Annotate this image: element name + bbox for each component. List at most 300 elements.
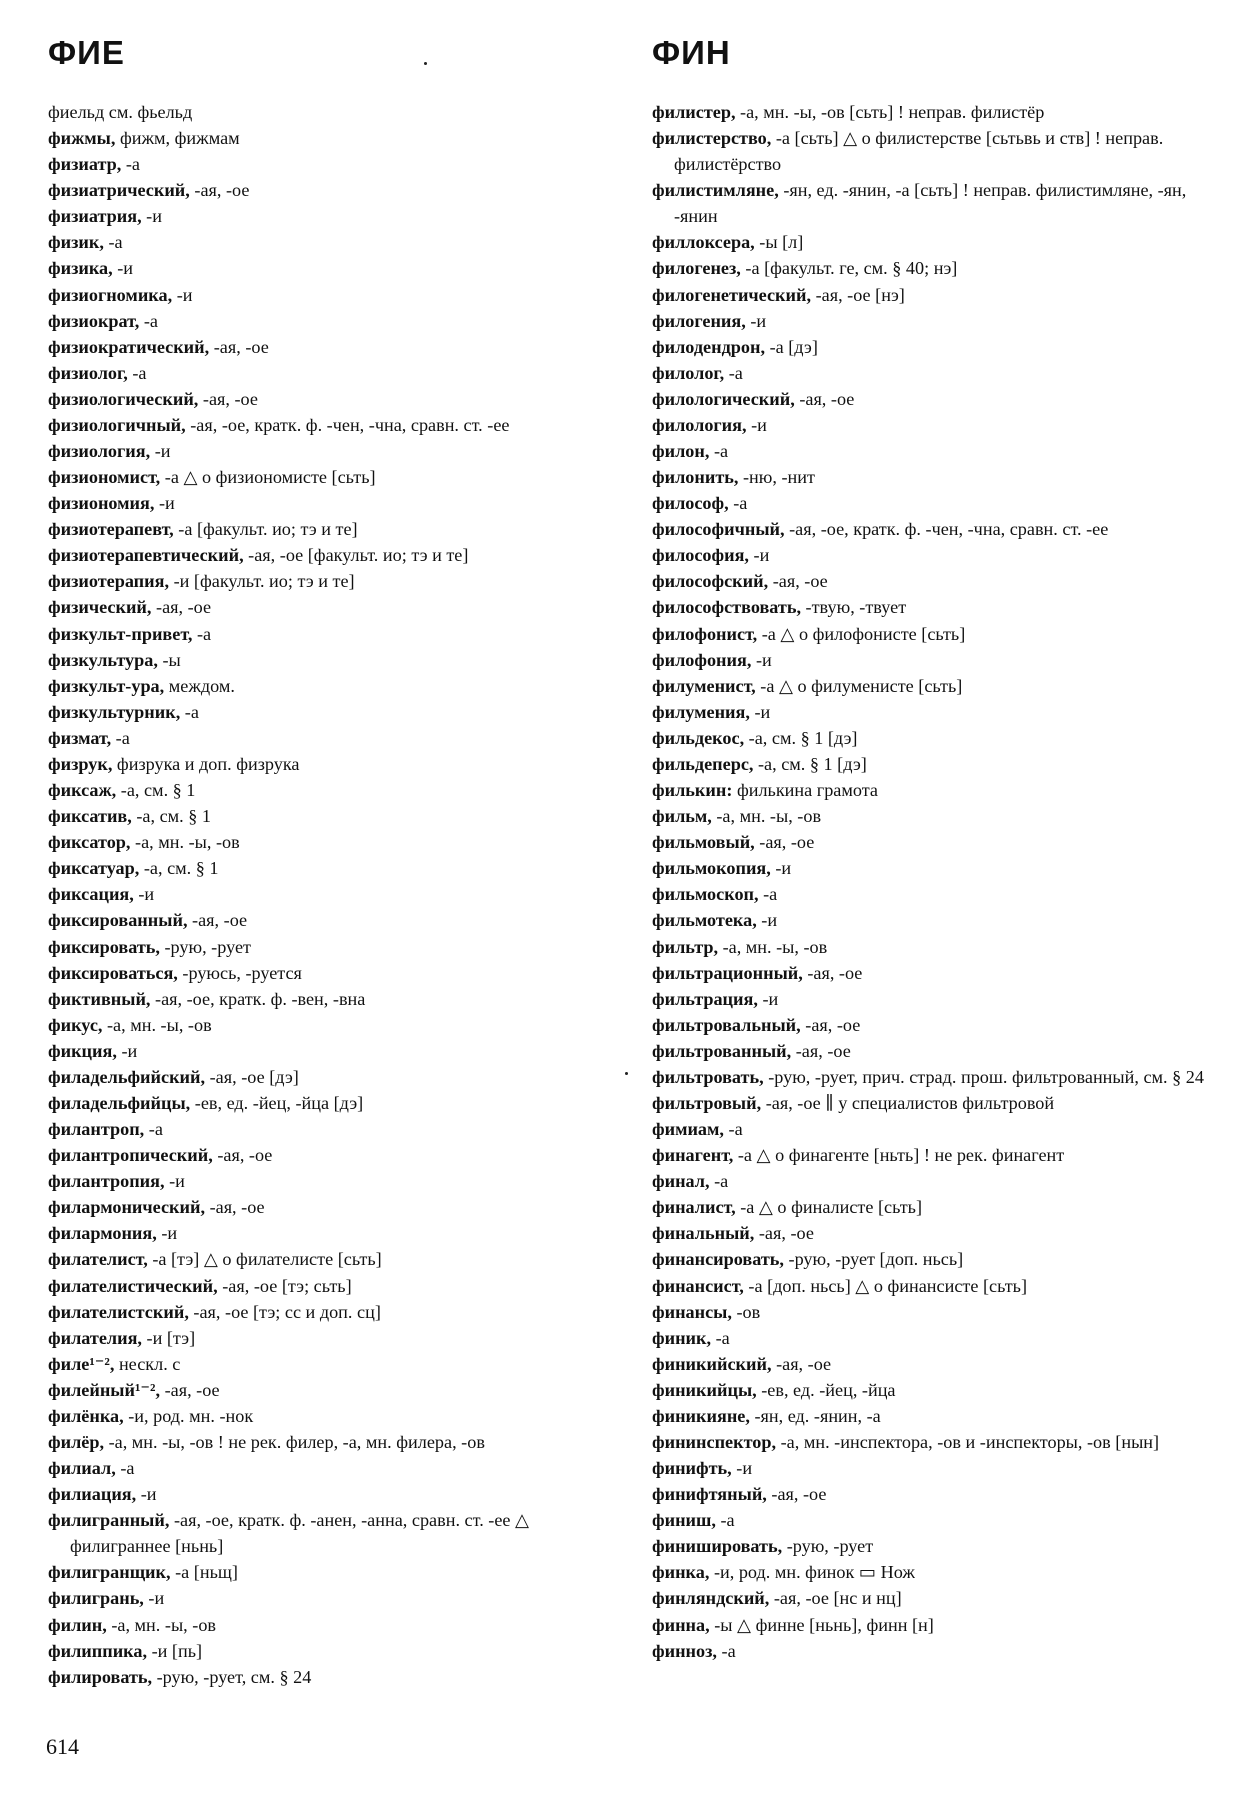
entry-headword: филателистический, [48,1275,218,1296]
dictionary-entry [48,177,618,203]
entry-definition: -руюсь, -руется [177,962,302,983]
dictionary-entry [48,960,618,986]
entry-headword: физиатрический, [48,180,190,201]
dictionary-entry [652,490,1224,516]
entry-definition: -а [715,1510,735,1531]
dictionary-entry [48,99,618,125]
entry-headword: филологический, [652,388,795,409]
entry-headword: фильм, [652,806,712,827]
entry-definition: -а [723,1119,743,1140]
entry-definition: -ян, ед. -янин, -а [сьть] ! неправ. филистимляне, -ян, -янин [674,180,1187,227]
dictionary-entry [652,125,1224,177]
entry-definition: -и [141,206,162,227]
entry-headword: фильмовый, [652,832,755,853]
entry-definition: -ая, -ое ∥ у специалистов фильтровой [761,1092,1055,1113]
dictionary-entry [652,1194,1224,1220]
entry-headword: финикияне, [652,1405,750,1426]
dictionary-entry [652,360,1224,386]
entry-definition: -а, см. § 1 [139,858,219,879]
left-column [48,99,618,1690]
entry-headword: финагент, [652,1145,734,1166]
dictionary-entry [48,360,618,386]
dictionary-entry [48,621,618,647]
entry-headword: философ, [652,493,729,514]
dictionary-entry [48,1012,618,1038]
entry-headword: фиксировать, [48,936,160,957]
entry-headword: филадельфийцы, [48,1092,191,1113]
entry-definition: -а, см. § 1 [131,806,211,827]
entry-definition: -и, род. мн. финок ▭ Нож [709,1562,915,1583]
entry-definition: -ая, -ое [205,1197,265,1218]
dictionary-entry [48,1038,618,1064]
entry-definition: -а [127,362,147,383]
entry-definition: физрука и доп. физрука [112,753,300,774]
entry-definition: см. фьельд [104,102,193,122]
entry-definition: -ев, ед. -йец, -йца [дэ] [190,1092,364,1113]
entry-headword: филантропический, [48,1145,213,1166]
entry-definition: -а [дэ] [765,336,818,357]
entry-headword: филантроп, [48,1119,145,1140]
dictionary-entry [652,594,1224,620]
entry-definition: междом. [164,675,235,696]
entry-headword: финансировать, [652,1249,784,1270]
right-column [652,99,1224,1664]
entry-definition: -и [154,493,175,514]
entry-headword: финифть, [652,1458,732,1479]
entry-headword: филигранный, [48,1510,170,1531]
entry-definition: -ая, -ое [802,962,863,983]
dictionary-entry [652,1351,1224,1377]
entry-definition: -и [731,1458,753,1479]
entry-headword: фимиам, [652,1119,724,1140]
entry-headword: филистерство, [652,128,772,149]
entry-headword: физический, [48,597,152,618]
dictionary-entry [652,542,1224,568]
entry-definition: -рую, -рует, см. § 24 [152,1666,312,1687]
dictionary-entry [652,1168,1224,1194]
entry-headword: фининспектор, [652,1431,777,1452]
dictionary-entry [652,1064,1224,1090]
entry-definition: -а [728,493,748,514]
dictionary-entry [48,1455,618,1481]
entry-headword: филогенетический, [652,284,812,305]
entry-headword: физиотерапевтический, [48,545,244,566]
entry-headword: филигрань, [48,1588,144,1609]
entry-headword: финифтяный, [652,1484,767,1505]
entry-headword: финиш, [652,1510,716,1531]
dictionary-entry [48,516,618,542]
entry-headword: фикция, [48,1040,117,1061]
dictionary-entry [48,1351,618,1377]
entry-definition: -ая, -ое [160,1379,220,1400]
entry-definition: -и [пь] [147,1640,203,1661]
entry-definition: -ев, ед. -йец, -йца [756,1379,896,1400]
entry-headword: философский, [652,571,769,592]
entry-definition: -и [749,701,771,722]
entry-definition: -ая, -ое [дэ] [205,1066,299,1087]
entry-definition: -рую, -рует, прич. страд. прош. фильтрованный, см. § 24 [763,1066,1204,1087]
entry-definition: -а [факульт. ге, см. § 40; нэ] [740,258,958,279]
entry-definition: -а [709,1171,729,1192]
entry-definition: -а [доп. ньсь] △ о финансисте [сьть] [743,1275,1028,1296]
entry-headword: физкульт-привет, [48,623,193,644]
entry-definition: -и [748,545,770,566]
entry-headword: фиксатуар, [48,858,140,879]
entry-headword: физкульт-ура, [48,675,165,696]
entry-definition: -а [тэ] △ о филателисте [сьть] [147,1249,382,1270]
entry-headword: фиельд [48,102,105,122]
dictionary-entry [48,1116,618,1142]
dictionary-entry [652,907,1224,933]
dictionary-entry [652,464,1224,490]
entry-definition: -ы [л] [754,232,804,253]
dictionary-entry [48,490,618,516]
dictionary-entry [48,803,618,829]
entry-definition: -ая, -ое [766,1484,827,1505]
dictionary-entry [652,177,1224,229]
entry-headword: филейный¹⁻², [48,1379,161,1400]
dictionary-entry [48,777,618,803]
entry-headword: филантропия, [48,1171,165,1192]
entry-headword: фильмокопия, [652,858,771,879]
entry-headword: филогения, [652,310,746,331]
entry-definition: -и [745,310,767,331]
dictionary-entry [48,1559,618,1585]
dictionary-entry [48,334,618,360]
entry-headword: филателист, [48,1249,148,1270]
dictionary-entry [48,1168,618,1194]
dictionary-entry [48,1612,618,1638]
dictionary-entry [48,1142,618,1168]
entry-definition: -ы △ финне [ньнь], финн [н] [709,1614,934,1635]
entry-headword: фиксация, [48,884,134,905]
entry-definition: -ая, -ое [768,571,828,592]
entry-headword: филология, [652,414,747,435]
dictionary-entry [652,1142,1224,1168]
entry-headword: фильтровать, [652,1066,764,1087]
dictionary-entry [652,1455,1224,1481]
dictionary-entry [48,125,618,151]
entry-headword: физиократ, [48,310,140,331]
entry-definition: -ая, -ое [151,597,212,618]
entry-definition: -и [133,884,155,905]
entry-headword: филин, [48,1614,107,1635]
entry-definition: -ая, -ое, кратк. ф. -вен, -вна [150,988,366,1009]
entry-headword: фильтрационный, [652,962,803,983]
dictionary-entry [652,255,1224,281]
entry-definition: -а △ о филофонисте [сьть] [757,623,966,644]
dictionary-entry [652,568,1224,594]
dictionary-entry [48,308,618,334]
entry-definition: -ая, -ое [209,336,269,357]
page-number: 614 [46,1734,79,1759]
entry-definition: -а [139,310,158,331]
dictionary-entry [652,1403,1224,1429]
entry-headword: физмат, [48,727,112,748]
dictionary-entry [48,568,618,594]
dictionary-entry [48,1429,618,1455]
entry-headword: физиогномика, [48,284,173,305]
dictionary-entry [48,282,618,308]
entry-definition: -а [ньщ] [170,1562,238,1583]
entry-headword: физиотерапевт, [48,519,174,540]
dictionary-entry [652,99,1224,125]
entry-headword: фильтрация, [652,988,758,1009]
entry-definition: -ая, -ое [754,1223,814,1244]
entry-headword: физиатрия, [48,206,142,227]
entry-definition: нескл. с [114,1353,181,1374]
entry-definition: -а [144,1119,163,1140]
entry-headword: филуменист, [652,675,756,696]
entry-headword: финишировать, [652,1536,783,1557]
entry-definition: -а [111,727,130,748]
entry-headword: философия, [652,545,749,566]
entry-headword: филофония, [652,649,752,670]
dictionary-entry [48,464,618,490]
entry-definition: -рую, -рует [159,936,251,957]
dictionary-entry [652,1481,1224,1507]
entry-headword: фижмы, [48,128,116,149]
entry-definition: -ая, -ое [800,1014,861,1035]
dictionary-entry [48,1090,618,1116]
dictionary-entry [48,1273,618,1299]
entry-definition: -а, см. § 1 [дэ] [753,753,867,774]
entry-headword: филистимляне, [652,180,779,201]
dictionary-entry [48,934,618,960]
dictionary-entry [652,282,1224,308]
entry-headword: фильдеперс, [652,753,754,774]
entry-headword: физиологичный, [48,414,186,435]
entry-headword: финляндский, [652,1588,770,1609]
dictionary-entry [48,1194,618,1220]
entry-definition: -ая, -ое [791,1040,851,1061]
entry-definition: -ая, -ое [тэ; сьть] [217,1275,352,1296]
dictionary-entry [48,986,618,1012]
entry-definition: -твую, -твует [801,597,907,618]
dictionary-entry [48,151,618,177]
entry-definition: -ая, -ое [189,180,250,201]
dictionary-entry [48,881,618,907]
entry-definition: -а, мн. -ы, -ов [711,806,822,827]
entry-definition: -а △ о филуменисте [сьть] [755,675,963,696]
entry-definition: -а, см. § 1 [116,780,196,801]
entry-headword: физкультурник, [48,701,181,722]
entry-headword: физиократический, [48,336,210,357]
dictionary-entry [652,1325,1224,1351]
entry-definition: -а, мн. -ы, -ов [102,1014,212,1035]
dictionary-entry [652,1533,1224,1559]
entry-definition: -ая, -ое [187,910,248,931]
dictionary-entry [48,1507,618,1559]
dictionary-entry [48,386,618,412]
entry-definition: -ая, -ое, кратк. ф. -анен, -анна, сравн. ст. -ее △ филиграннее [ньнь] [70,1510,530,1557]
entry-headword: филателистский, [48,1301,189,1322]
entry-definition: -а [192,623,212,644]
entry-headword: филиппика, [48,1640,148,1661]
entry-headword: филодендрон, [652,336,766,357]
dictionary-entry [652,1246,1224,1272]
entry-headword: фильмотека, [652,910,757,931]
entry-headword: фильтр, [652,936,719,957]
entry-headword: филофонист, [652,623,758,644]
dictionary-entry [48,1403,618,1429]
dictionary-entry [48,725,618,751]
dictionary-entry [652,934,1224,960]
entry-headword: филармонический, [48,1197,206,1218]
dictionary-entry [652,803,1224,829]
entry-definition: -ая, -ое [факульт. ио; тэ и те] [243,545,469,566]
dictionary-entry [48,673,618,699]
entry-headword: филадельфийский, [48,1066,206,1087]
entry-headword: филателия, [48,1327,142,1348]
entry-headword: финансист, [652,1275,744,1296]
entry-headword: финикийцы, [652,1379,757,1400]
entry-headword: физиологический, [48,388,199,409]
dictionary-entry [48,829,618,855]
entry-headword: физкультура, [48,649,158,670]
dictionary-entry [652,829,1224,855]
entry-definition: -и [757,988,779,1009]
entry-headword: финноз, [652,1640,717,1661]
entry-headword: фильтровый, [652,1092,762,1113]
entry-definition: -и [164,1171,185,1192]
dictionary-entry [652,308,1224,334]
entry-definition: -а [711,1327,730,1348]
dictionary-entry [652,1299,1224,1325]
entry-definition: -а △ о финагенте [ньть] ! не рек. финагент [733,1145,1065,1166]
entry-definition: -и [факульт. ио; тэ и те] [169,571,355,592]
entry-headword: финальный, [652,1223,755,1244]
entry-definition: -ян, ед. -янин, -а [749,1405,881,1426]
entry-headword: фиксироваться, [48,962,178,983]
entry-definition: -ая, -ое, кратк. ф. -чен, -чна, сравн. ст. -ее [185,414,510,435]
dictionary-entry [652,699,1224,725]
dictionary-entry [48,699,618,725]
dictionary-entry [652,621,1224,647]
entry-headword: фиксатор, [48,832,131,853]
dictionary-entry [652,1559,1224,1585]
entry-headword: финалист, [652,1197,736,1218]
dictionary-entry [652,647,1224,673]
entry-definition: -ов [731,1301,761,1322]
print-speck [424,62,427,65]
entry-definition: -а [факульт. ио; тэ и те] [173,519,358,540]
entry-headword: филиал, [48,1458,116,1479]
entry-definition: -а, мн. -ы, -ов [сьть] ! неправ. филистёр [735,102,1045,122]
entry-definition: -и [770,858,792,879]
entry-headword: фиксаж, [48,780,117,801]
entry-definition: -а, мн. -ы, -ов ! не рек. филер, -а, мн. филера, -ов [104,1431,485,1452]
entry-headword: филолог, [652,362,725,383]
entry-definition: -ая, -ое [нэ] [811,284,905,305]
entry-headword: филогенез, [652,258,741,279]
dictionary-entry [652,777,1224,803]
entry-headword: физиономия, [48,493,155,514]
entry-headword: филон, [652,441,710,462]
entry-headword: фильдекос, [652,727,745,748]
entry-headword: филармония, [48,1223,157,1244]
dictionary-entry [652,1012,1224,1038]
entry-headword: физрук, [48,753,113,774]
entry-headword: фильтровальный, [652,1014,801,1035]
entry-headword: финик, [652,1327,712,1348]
entry-definition: -а, мн. -ы, -ов [718,936,828,957]
dictionary-entry [48,1220,618,1246]
dictionary-entry [652,1585,1224,1611]
dictionary-entry [652,1038,1224,1064]
entry-headword: физик, [48,232,104,253]
print-speck [625,1072,628,1075]
entry-definition: филькина грамота [732,780,878,801]
dictionary-entry [652,751,1224,777]
dictionary-entry [652,1612,1224,1638]
entry-definition: -ая, -ое [771,1353,832,1374]
entry-headword: фиктивный, [48,988,151,1009]
entry-headword: финансы, [652,1301,732,1322]
entry-definition: -а [121,154,140,175]
entry-headword: физиатр, [48,154,122,175]
dictionary-entry [652,1507,1224,1533]
dictionary-entry [48,542,618,568]
dictionary-entry [652,412,1224,438]
entry-headword: фильтрованный, [652,1040,792,1061]
entry-definition: -а [180,701,199,722]
entry-definition: -а [115,1458,135,1479]
dictionary-entry [652,960,1224,986]
dictionary-entry [48,1325,618,1351]
dictionary-entry [48,255,618,281]
dictionary-entry [652,855,1224,881]
entry-definition: -и [751,649,772,670]
entry-definition: -а [103,232,123,253]
dictionary-entry [48,229,618,255]
running-head-left: ФИЕ [48,34,125,71]
entry-definition: -а △ о физиономисте [сьть] [160,467,376,488]
entry-definition: -и [746,414,767,435]
entry-headword: филиация, [48,1484,137,1505]
entry-definition: -рую, -рует [782,1536,874,1557]
entry-definition: -а [709,441,729,462]
entry-definition: -и [756,910,778,931]
entry-definition: -и [172,284,193,305]
entry-headword: физиология, [48,441,151,462]
entry-definition: -ая, -ое, кратк. ф. -чен, -чна, сравн. ст. -ее [784,519,1109,540]
entry-headword: физиотерапия, [48,571,170,592]
entry-headword: фикус, [48,1014,103,1035]
entry-definition: -ая, -ое [198,388,258,409]
dictionary-entry [48,594,618,620]
entry-headword: фиксатив, [48,806,132,827]
entry-definition: -и [150,441,171,462]
entry-definition: -а, мн. -инспектора, -ов и -инспекторы, -ов [нын] [776,1431,1160,1452]
entry-definition: -а [724,362,743,383]
dictionary-entry [48,647,618,673]
dictionary-entry [48,1246,618,1272]
entry-definition: -ая, -ое [754,832,815,853]
entry-headword: физика, [48,258,113,279]
entry-definition: фижм, фижмам [115,128,240,149]
entry-headword: филёнка, [48,1405,124,1426]
dictionary-entry [48,1664,618,1690]
entry-headword: филигранщик, [48,1562,171,1583]
dictionary-entry [652,1429,1224,1455]
dictionary-entry [48,438,618,464]
dictionary-entry [48,1377,618,1403]
entry-headword: финка, [652,1562,710,1583]
entry-definition: -ая, -ое [794,388,855,409]
entry-definition: -и [тэ] [141,1327,196,1348]
entry-headword: физиономист, [48,467,161,488]
